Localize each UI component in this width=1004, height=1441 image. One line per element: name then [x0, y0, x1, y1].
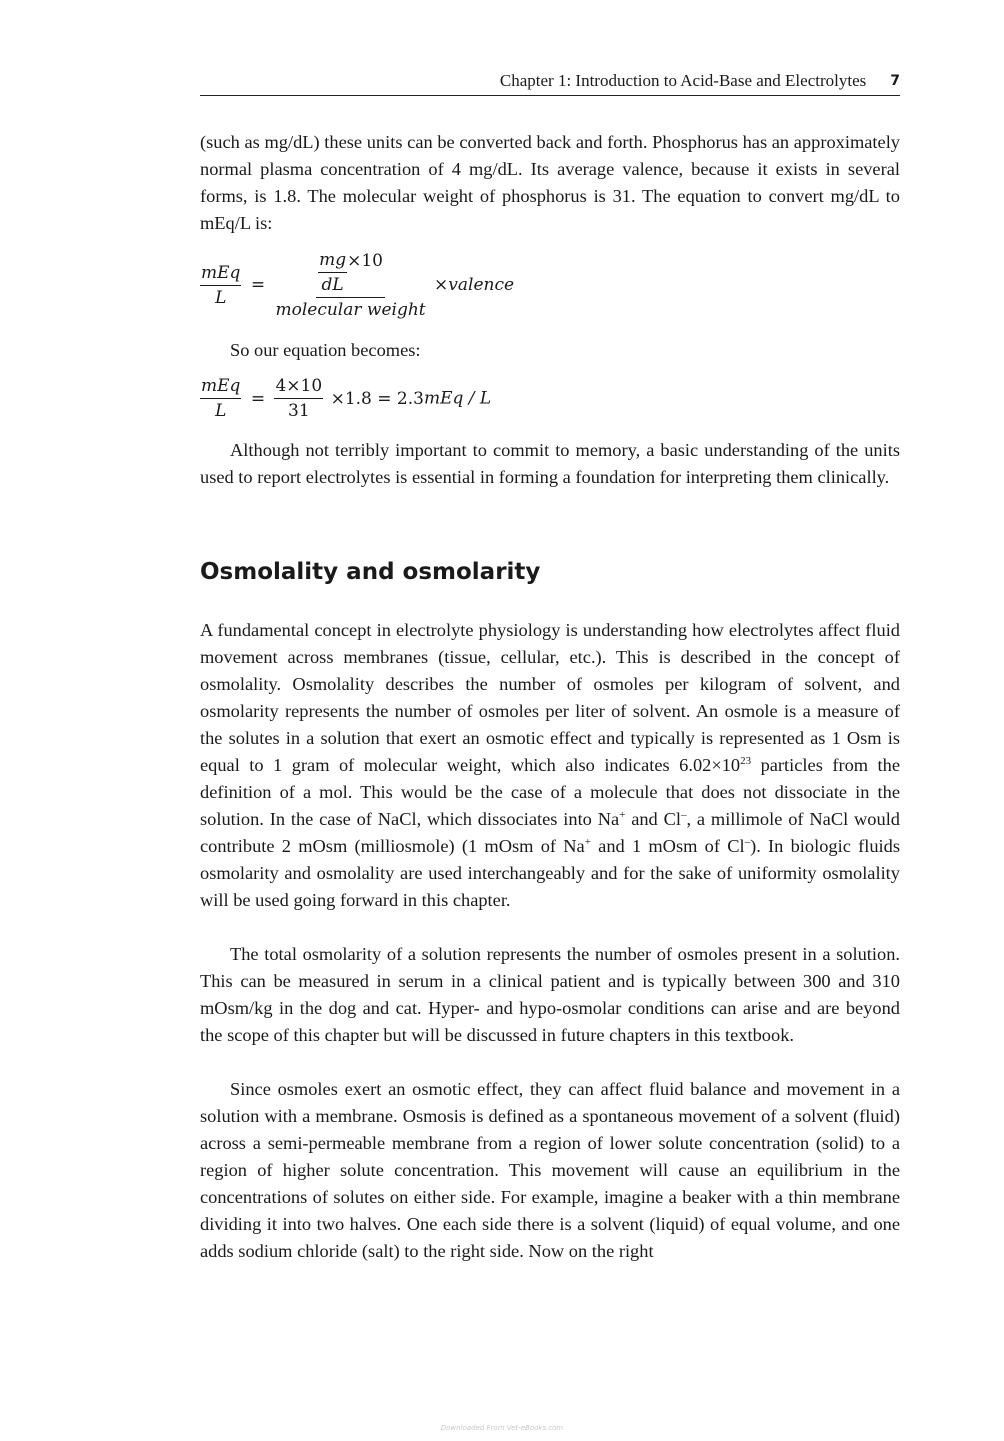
- valence-term: valence: [448, 275, 515, 295]
- fraction-denominator: 31: [288, 401, 310, 421]
- value-fraction: [274, 374, 323, 423]
- page-number: 7: [890, 73, 900, 89]
- paragraph-equation-becomes: So our equation becomes:: [230, 340, 421, 360]
- times-sign: ×: [434, 275, 449, 295]
- inner-denominator: dL: [321, 275, 344, 295]
- inner-fraction: [318, 248, 347, 297]
- paragraph-total-osmolarity: The total osmolarity of a solution represents the number of osmoles present in a solution. This can be measured in serum in a clinical patient and is typically between 300 and 310 mOsm/kg in the dog and cat. Hyper- and hypo-osmolar conditions can arise and are beyond the scope of this chapter but will be discussed in future chapters in this textbook.: [200, 944, 900, 1045]
- inner-numerator: mg: [319, 250, 347, 270]
- paragraph-osmosis: Since osmoles exert an osmotic effect, they can affect fluid balance and movement in a solution with a membrane. Osmosis is defined as a spontaneous movement of a solvent (fluid) across a semi-permeable membrane from a region of lower solute concentration (solid) to a region of higher solute concentration. This movement will cause an equilibrium in the concentrations of solutes on either side. For example, imagine a beaker with a thin membrane dividing it into two halves. One each side there is a solvent (liquid) of equal volume, and one adds sodium chloride (salt) to the right side. Now on the right: [200, 1079, 900, 1261]
- lhs-numerator: mEq: [201, 262, 241, 283]
- paragraph-understanding-units: Although not terribly important to commit to memory, a basic understanding of the units used to report electrolytes is essential in forming a foundation for interpreting them clinically.: [200, 440, 900, 487]
- lhs-denominator: L: [215, 401, 227, 421]
- running-header: [200, 70, 900, 96]
- result-unit: mEq / L: [423, 388, 492, 409]
- fraction-numerator: 4×10: [274, 374, 323, 399]
- lhs-fraction: [200, 261, 241, 310]
- equals-sign: =: [250, 388, 266, 409]
- download-watermark: Downloaded From Vet-eBooks.com: [440, 1424, 564, 1432]
- equation-phosphorus-example: [200, 374, 491, 423]
- chapter-title: Chapter 1: Introduction to Acid-Base and Electrolytes: [499, 71, 867, 90]
- exponent: 23: [740, 754, 752, 767]
- paragraph-osmolality-concept: A fundamental concept in electrolyte physiology is understanding how electrolytes affect fluid movement across membranes (tissue, cellular, etc.). This is described in the concept of osmolality. Osmolality describes the number of osmoles per kilogram of solvent, and osmolarity represents the number of osmoles per liter of solvent. An osmole is a measure of the solutes in a solution that exert an osmotic effect and typically is represented as 1 Osm is equal to 1 gram of molecular weight, which also indicates $6.02\times 10^{23}$ particles from the definition of a mol. This would be the case of a molecule that does not dissociate in the solution. In the case of NaCl, which dissociates into Na+ and Cl–, a millimole of NaCl would contribute 2 mOsm (milliosmole) (1 mOsm of Na+ and 1 mOsm of Cl–). In biologic fluids osmolarity and osmolality are used interchangeably and for the sake of uniformity osmolality will be used going forward in this chapter.: [200, 620, 901, 910]
- molecular-weight-term: molecular weight: [275, 300, 426, 320]
- times-ten: ×10: [347, 250, 383, 271]
- lhs-denominator: L: [215, 287, 227, 308]
- main-fraction: [274, 248, 426, 322]
- equals-sign: =: [250, 275, 266, 295]
- paragraph-units-conversion: (such as mg/dL) these units can be converted back and forth. Phosphorus has an approximately normal plasma concentration of 4 mg/dL. Its average valence, because it exists in several forms, is 1.8. The molecular weight of phosphorus is 31. The equation to convert mg/dL to mEq/L is:: [200, 132, 900, 233]
- lhs-numerator: mEq: [201, 376, 241, 396]
- result-expression: ×1.8 = 2.3: [330, 388, 424, 409]
- section-heading: Osmolality and osmolarity: [200, 559, 541, 585]
- equation-meq-conversion: [200, 248, 514, 322]
- lhs-fraction: [200, 374, 241, 423]
